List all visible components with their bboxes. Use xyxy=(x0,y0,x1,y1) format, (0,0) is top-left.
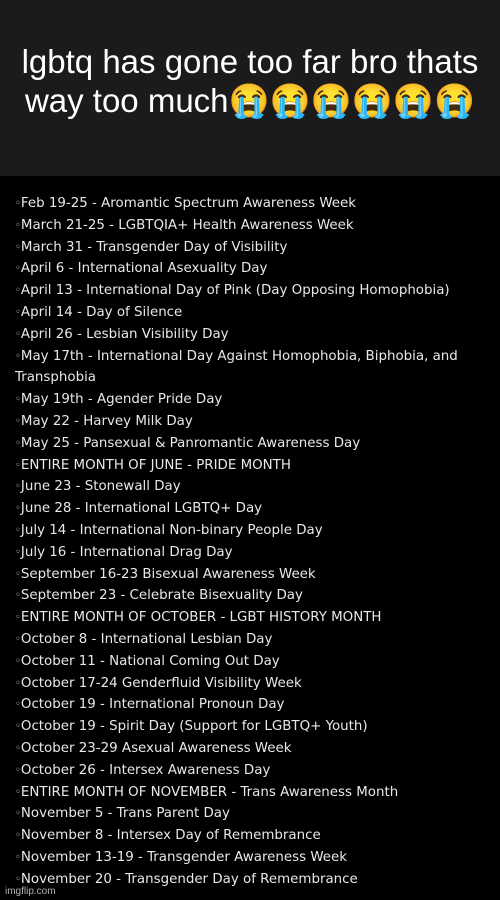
list-item-text: Feb 19-25 - Aromantic Spectrum Awareness Week xyxy=(20,196,357,211)
list-item-text: ENTIRE MONTH OF OCTOBER - LGBT HISTORY MONTH xyxy=(20,610,382,626)
list-item-text: May 22 - Harvey Milk Day xyxy=(20,413,193,429)
list-item xyxy=(15,585,490,607)
list-item xyxy=(15,520,490,542)
bullet-icon: ◦ xyxy=(15,219,21,231)
bullet-icon: ◦ xyxy=(15,328,21,340)
list-item-text: November 20 - Transgender Day of Remembrance xyxy=(20,871,358,887)
list-item xyxy=(15,760,490,782)
bullet-icon: ◦ xyxy=(15,830,21,842)
bullet-icon: ◦ xyxy=(15,633,21,645)
list-item xyxy=(15,607,490,629)
bullet-icon: ◦ xyxy=(15,306,21,318)
list-item-text: September 23 - Celebrate Bisexuality Day xyxy=(20,588,303,604)
bullet-icon: ◦ xyxy=(15,285,21,297)
list-item xyxy=(15,280,490,302)
list-item-text: April 13 - International Day of Pink (Day Opposing Homophobia) xyxy=(20,283,450,299)
awareness-dates-list xyxy=(15,193,490,891)
bullet-icon: ◦ xyxy=(15,394,21,406)
bullet-icon: ◦ xyxy=(15,699,21,711)
list-item xyxy=(15,411,490,433)
list-item xyxy=(15,782,490,804)
list-item xyxy=(15,455,490,477)
list-item-text: October 8 - International Lesbian Day xyxy=(20,631,273,647)
imgflip-watermark: imgflip.com xyxy=(5,886,56,897)
meme-caption-band xyxy=(0,0,500,176)
list-item xyxy=(15,498,490,520)
list-item-text: June 28 - International LGBTQ+ Day xyxy=(20,501,263,517)
list-item xyxy=(15,542,490,564)
list-item-text: October 19 - Spirit Day (Support for LGBTQ+ Youth) xyxy=(20,719,368,735)
list-item-text: May 19th - Agender Pride Day xyxy=(20,392,223,408)
bullet-icon: ◦ xyxy=(15,721,21,733)
list-item xyxy=(15,302,490,324)
list-item xyxy=(15,651,490,673)
list-item-text: November 13-19 - Transgender Awareness Week xyxy=(20,849,348,865)
list-item-text: March 31 - Transgender Day of Visibility xyxy=(20,239,288,255)
list-item xyxy=(15,738,490,760)
bullet-icon: ◦ xyxy=(15,590,21,602)
list-screenshot xyxy=(0,176,500,900)
list-item-text: March 21-25 - LGBTQIA+ Health Awareness Week xyxy=(20,217,354,233)
bullet-icon: ◦ xyxy=(15,437,21,449)
list-item xyxy=(15,564,490,586)
list-item xyxy=(15,847,490,869)
list-item xyxy=(15,346,490,390)
list-item-text: July 16 - International Drag Day xyxy=(20,544,233,560)
bullet-icon: ◦ xyxy=(15,786,21,798)
list-item-text: October 17-24 Genderfluid Visibility Week xyxy=(20,675,302,691)
list-item xyxy=(15,629,490,651)
bullet-icon: ◦ xyxy=(15,481,21,493)
list-item xyxy=(15,433,490,455)
bullet-icon: ◦ xyxy=(15,764,21,776)
bullet-icon: ◦ xyxy=(15,612,21,624)
bullet-icon: ◦ xyxy=(15,808,21,820)
list-item-text: October 23-29 Asexual Awareness Week xyxy=(20,740,292,756)
list-item xyxy=(15,389,490,411)
list-item xyxy=(15,825,490,847)
list-item xyxy=(15,193,490,215)
list-item xyxy=(15,258,490,280)
list-item-text: ENTIRE MONTH OF NOVEMBER - Trans Awareness Month xyxy=(20,784,399,800)
list-item-text: November 5 - Trans Parent Day xyxy=(20,806,230,822)
list-item xyxy=(15,716,490,738)
list-item-text: April 14 - Day of Silence xyxy=(20,304,183,320)
list-item-text: July 14 - International Non-binary People Day xyxy=(20,522,323,538)
list-item xyxy=(15,694,490,716)
bullet-icon: ◦ xyxy=(15,655,21,667)
bullet-icon: ◦ xyxy=(15,241,21,253)
bullet-icon: ◦ xyxy=(15,459,21,471)
bullet-icon: ◦ xyxy=(15,568,21,580)
list-item xyxy=(15,869,490,891)
list-item-text: June 23 - Stonewall Day xyxy=(20,479,181,495)
list-item xyxy=(15,215,490,237)
list-item-text: September 16-23 Bisexual Awareness Week xyxy=(20,566,316,582)
list-item xyxy=(15,237,490,259)
bullet-icon: ◦ xyxy=(15,503,21,515)
list-item-text: October 11 - National Coming Out Day xyxy=(20,653,280,669)
bullet-icon: ◦ xyxy=(15,546,21,558)
list-item-text: April 26 - Lesbian Visibility Day xyxy=(20,326,229,342)
list-item-text: April 6 - International Asexuality Day xyxy=(20,261,268,277)
bullet-icon: ◦ xyxy=(15,263,21,275)
bullet-icon: ◦ xyxy=(15,851,21,863)
list-item-text: October 26 - Intersex Awareness Day xyxy=(20,762,271,778)
list-item-text: November 8 - Intersex Day of Remembrance xyxy=(20,828,321,844)
list-item-text: ENTIRE MONTH OF JUNE - PRIDE MONTH xyxy=(20,457,291,473)
list-item xyxy=(15,476,490,498)
bullet-icon: ◦ xyxy=(15,198,21,209)
list-item-text: May 17th - International Day Against Homophobia, Biphobia, and Transphobia xyxy=(15,348,458,386)
bullet-icon: ◦ xyxy=(15,524,21,536)
bullet-icon: ◦ xyxy=(15,415,21,427)
bullet-icon: ◦ xyxy=(15,677,21,689)
bullet-icon: ◦ xyxy=(15,350,21,362)
bullet-icon: ◦ xyxy=(15,742,21,754)
meme-caption: lgbtq has gone too far bro thats way too much😭😭😭😭😭😭 xyxy=(21,43,479,119)
list-item xyxy=(15,324,490,346)
list-item xyxy=(15,673,490,695)
bullet-icon: ◦ xyxy=(15,873,21,885)
list-item-text: October 19 - International Pronoun Day xyxy=(20,697,285,713)
list-item-text: May 25 - Pansexual & Panromantic Awareness Day xyxy=(20,435,361,451)
list-item xyxy=(15,803,490,825)
